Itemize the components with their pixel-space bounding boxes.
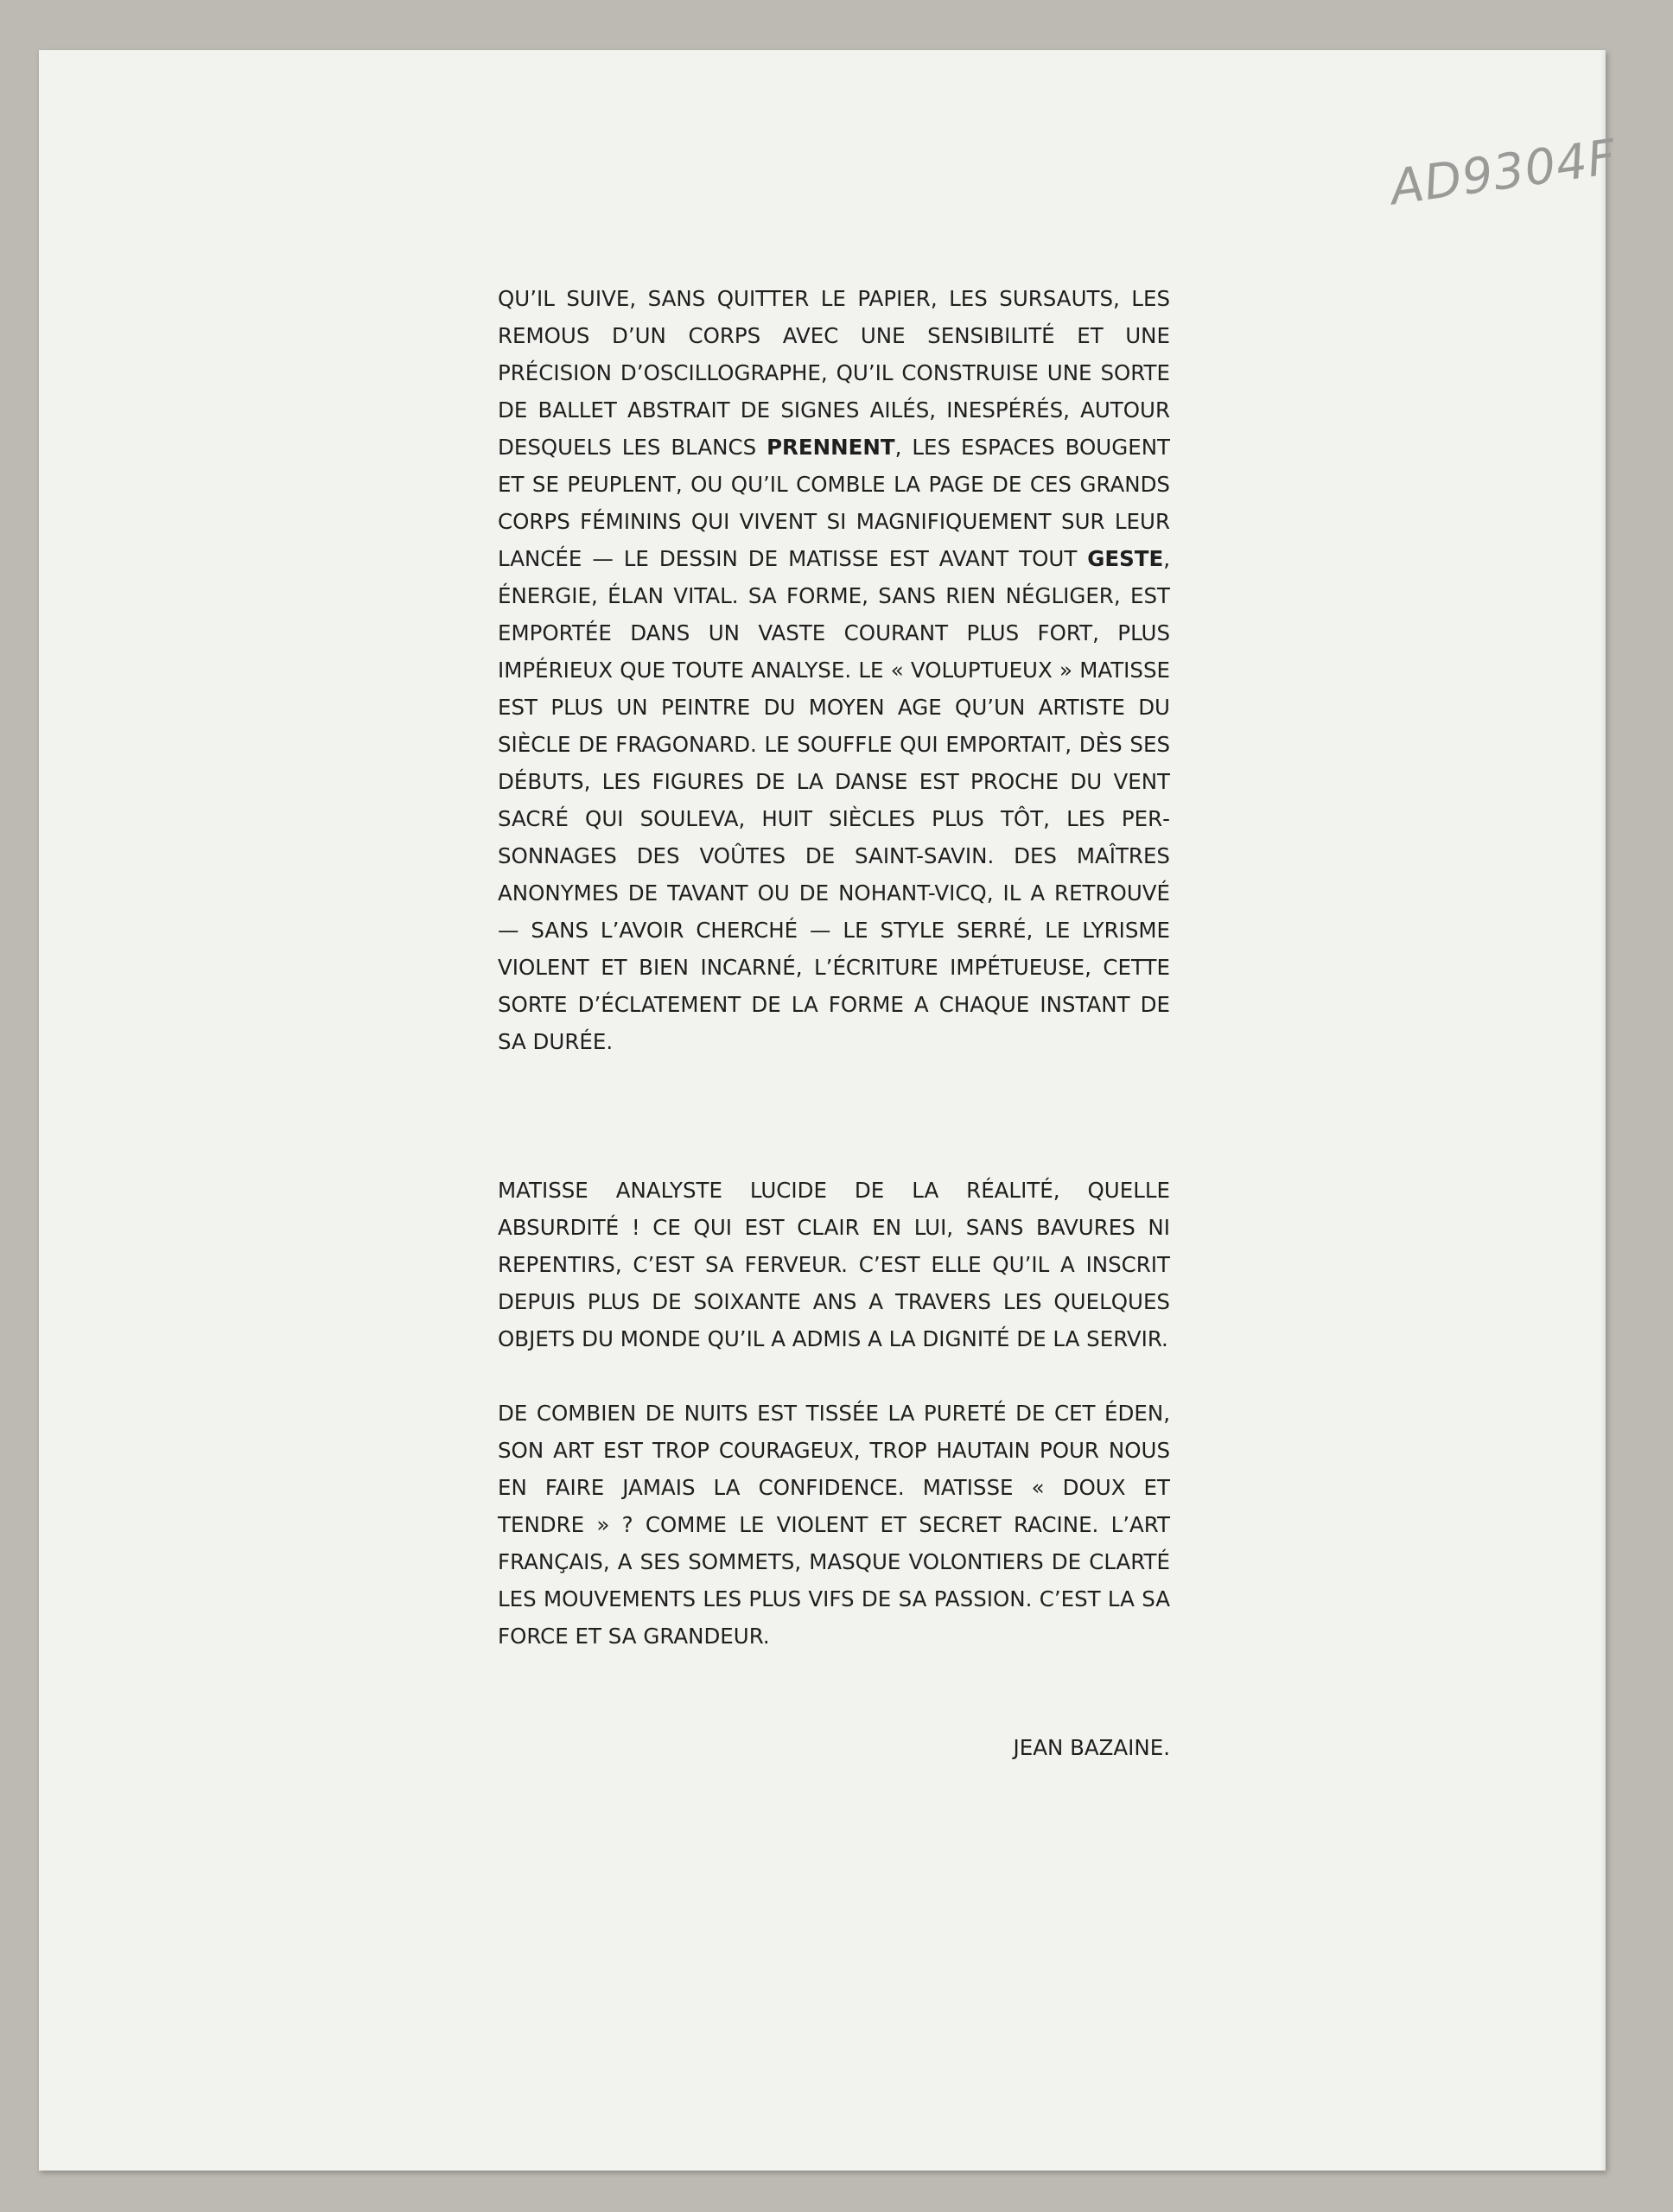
- essay-text-column: [498, 280, 1170, 1766]
- author-signature: JEAN BAZAINE.: [1013, 1735, 1170, 1760]
- essay-paragraph-2: MATISSE ANALYSTE LUCIDE DE LA RÉALITÉ, QUELLE ABSURDITÉ ! CE QUI EST CLAIR EN LUI, SANS BAVURES NI REPENTIRS, C’EST SA FERVEUR. C’EST ELLE QU’IL A INSCRIT DEPUIS PLUS DE SOIXANTE ANS A TRAVERS LES QUELQUES OBJETS DU MONDE QU’IL A ADMIS A LA DIGNITÉ DE LA SERVIR.: [498, 1178, 1170, 1351]
- page-edge-shadow: [1600, 50, 1606, 2171]
- paragraph-1-text-a: QU’IL SUIVE, SANS QUITTER LE PAPIER, LES SURSAUTS, LES REMOUS D’UN CORPS AVEC UNE SENSIBILITÉ ET UNE PRÉCISION D’OSCILLOGRAPHE, QU’IL CONSTRUISE UNE SORTE DE BALLET ABSTRAIT DE SIGNES AILÉS, INESPÉRÉS, AUTOUR DESQUELS LES BLANCS: [498, 286, 1170, 460]
- paragraph-1-text-c: , ÉNERGIE, ÉLAN VITAL. SA FORME, SANS RIEN NÉGLIGER, EST EMPORTÉE DANS UN VASTE COURANT PLUS FORT, PLUS IMPÉRIEUX QUE TOUTE ANALYSE. LE « VOLUPTUEUX » MATISSE EST PLUS UN PEINTRE DU MOYEN AGE QU’UN ARTISTE DU SIÈCLE DE FRAGONARD. LE SOUFFLE QUI EMPORTAIT, DÈS SES DÉBUTS, LES FIGURES DE LA DANSE EST PROCHE DU VENT SACRÉ QUI SOULEVA, HUIT SIÈCLES PLUS TÔT, LES PERSONNAGES DES VOÛTES DE SAINT-SAVIN. DES MAÎTRES ANONYMES DE TAVANT OU DE NOHANT-VICQ, IL A RETROUVÉ — SANS L’AVOIR CHERCHÉ — LE STYLE SERRÉ, LE LYRISME VIOLENT ET BIEN INCARNÉ, L’ÉCRITURE IMPÉTUEUSE, CETTE SORTE D’ÉCLATEMENT DE LA FORME A CHAQUE INSTANT DE SA DURÉE.: [498, 546, 1170, 1054]
- emphasis-geste: GESTE: [1087, 546, 1164, 571]
- essay-paragraph-1: [498, 280, 1170, 1060]
- emphasis-prennent: PRENNENT: [767, 435, 895, 460]
- handwritten-inventory-mark: AD9304F: [1387, 129, 1620, 217]
- paragraph-1-text-b: , LES ESPACES BOUGENT ET SE PEUPLENT, OU QU’IL COMBLE LA PAGE DE CES GRANDS CORPS FÉMININS QUI VIVENT SI MAGNIFIQUEMENT SUR LEUR LANCÉE — LE DESSIN DE MATISSE EST AVANT TOUT: [498, 435, 1170, 571]
- essay-paragraph-3: DE COMBIEN DE NUITS EST TISSÉE LA PURETÉ DE CET ÉDEN, SON ART EST TROP COURAGEUX, TROP HAUTAIN POUR NOUS EN FAIRE JAMAIS LA CONFIDENCE. MATISSE « DOUX ET TENDRE » ? COMME LE VIOLENT ET SECRET RACINE. L’ART FRANÇAIS, A SES SOMMETS, MASQUE VOLONTIERS DE CLARTÉ LES MOUVEMENTS LES PLUS VIFS DE SA PASSION. C’EST LA SA FORCE ET SA GRANDEUR.: [498, 1401, 1170, 1649]
- document-page: [39, 50, 1620, 2171]
